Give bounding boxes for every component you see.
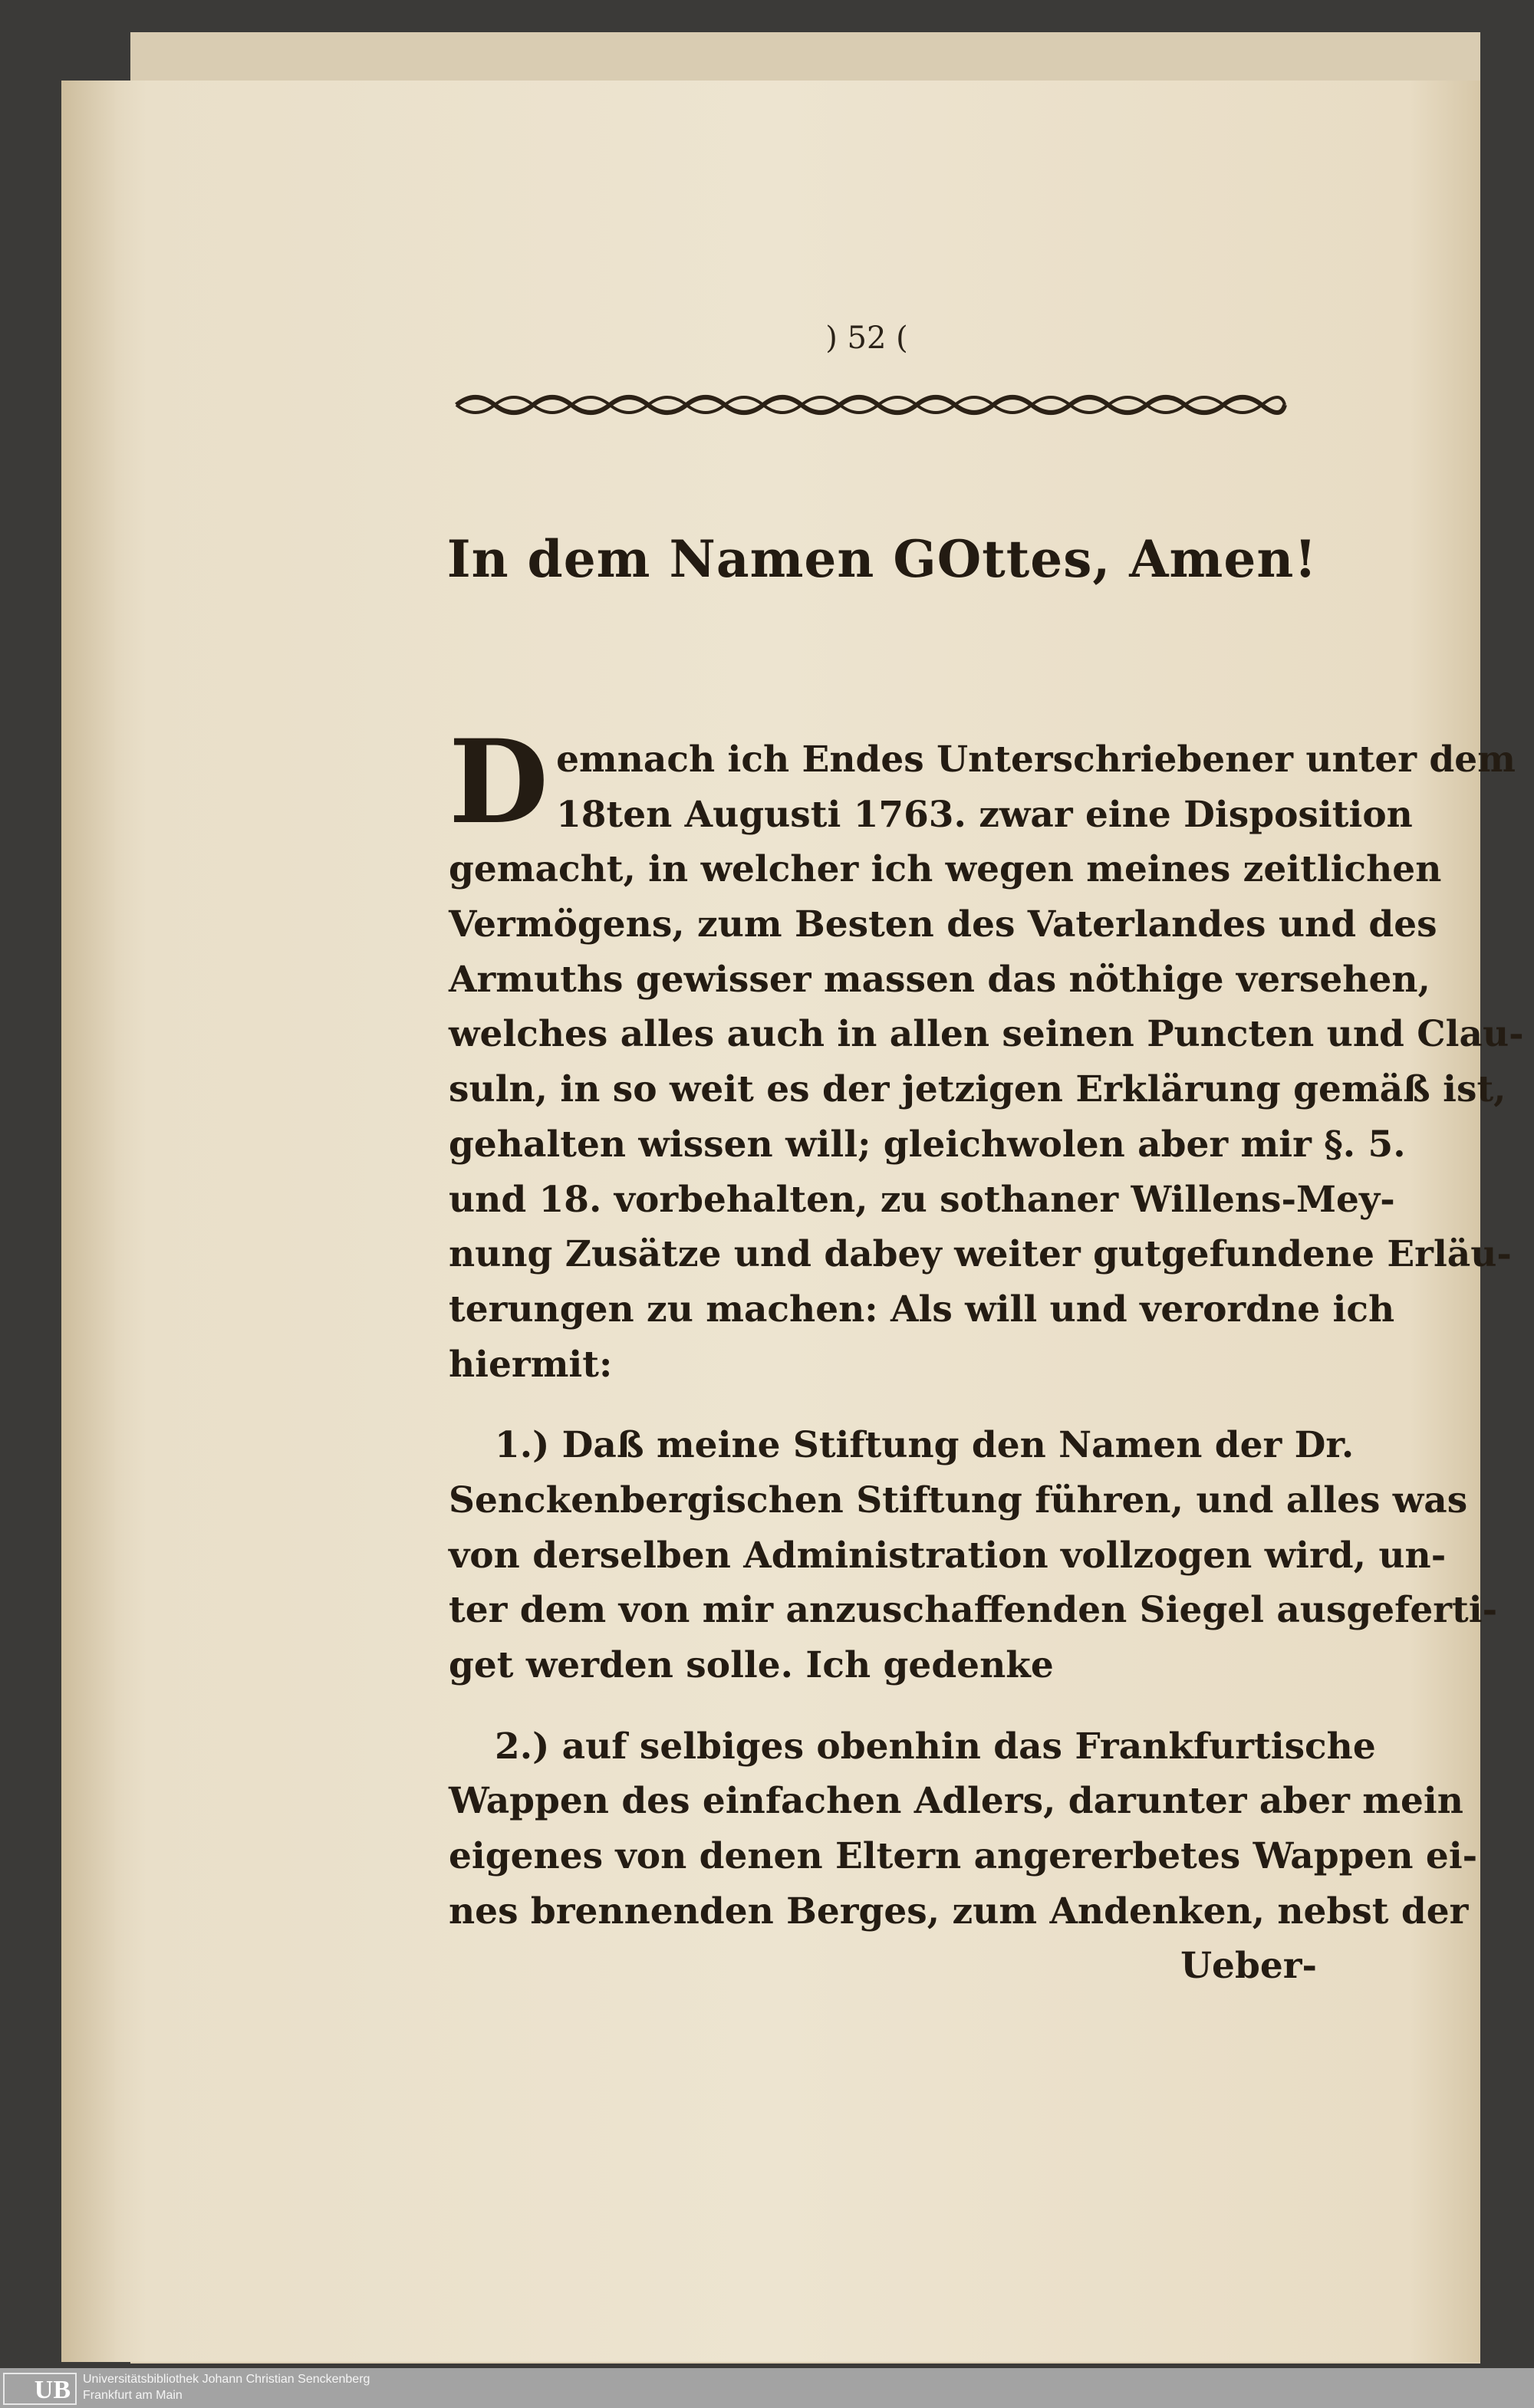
text-line: terungen zu machen: Als will und verordne ich	[449, 1288, 1395, 1331]
text-line: ter dem von mir anzuschaffenden Siegel ausgeferti-	[449, 1589, 1498, 1632]
ub-logo: UB	[3, 2373, 77, 2405]
text-line: und 18. vorbehalten, zu sothaner Willens-Mey-	[449, 1178, 1395, 1221]
catchword: Ueber-	[1180, 1945, 1317, 1988]
text-line: nung Zusätze und dabey weiter gutgefundene Erläu-	[449, 1233, 1512, 1276]
drop-cap: D	[449, 715, 549, 850]
text-line: Wappen des einfachen Adlers, darunter aber mein	[449, 1780, 1463, 1823]
text-line: suln, in so weit es der jetzigen Erklärung gemäß ist,	[449, 1068, 1506, 1111]
text-line: gehalten wissen will; gleichwolen aber mir §. 5.	[449, 1123, 1406, 1166]
text-line: von derselben Administration vollzogen wird, un-	[449, 1534, 1447, 1577]
text-line: Vermögens, zum Besten des Vaterlandes und des	[449, 903, 1437, 946]
page-fold-edge	[61, 81, 115, 2362]
page-number: ) 52 (	[825, 321, 908, 356]
text-line: welches alles auch in allen seinen Puncten und Clau-	[449, 1013, 1524, 1056]
text-line: Armuths gewisser massen das nöthige versehen,	[449, 958, 1430, 1001]
text-line: 1.) Daß meine Stiftung den Namen der Dr.	[495, 1424, 1355, 1467]
text-line: hiermit:	[449, 1343, 613, 1386]
text-line: emnach ich Endes Unterschriebener unter dem	[556, 739, 1516, 781]
ornament-border	[453, 390, 1289, 420]
text-line: 2.) auf selbiges obenhin das Frankfurtische	[495, 1725, 1376, 1768]
text-line: eigenes von denen Eltern angererbetes Wappen ei-	[449, 1835, 1478, 1878]
text-line: 18ten Augusti 1763. zwar eine Disposition	[556, 793, 1413, 836]
library-footer	[0, 2368, 1534, 2408]
document-body	[449, 715, 1524, 1994]
text-line: gemacht, in welcher ich wegen meines zeitlichen	[449, 848, 1442, 891]
footer-city: Frankfurt am Main	[83, 2389, 183, 2402]
document-title: In dem Namen GOttes, Amen!	[446, 529, 1318, 589]
text-line: get werden solle. Ich gedenke	[449, 1644, 1054, 1686]
footer-library-name: Universitätsbibliothek Johann Christian Senckenberg	[83, 2373, 370, 2386]
text-line: Senckenbergischen Stiftung führen, und alles was	[449, 1479, 1468, 1521]
text-line: nes brennenden Berges, zum Andenken, nebst der	[449, 1890, 1469, 1933]
